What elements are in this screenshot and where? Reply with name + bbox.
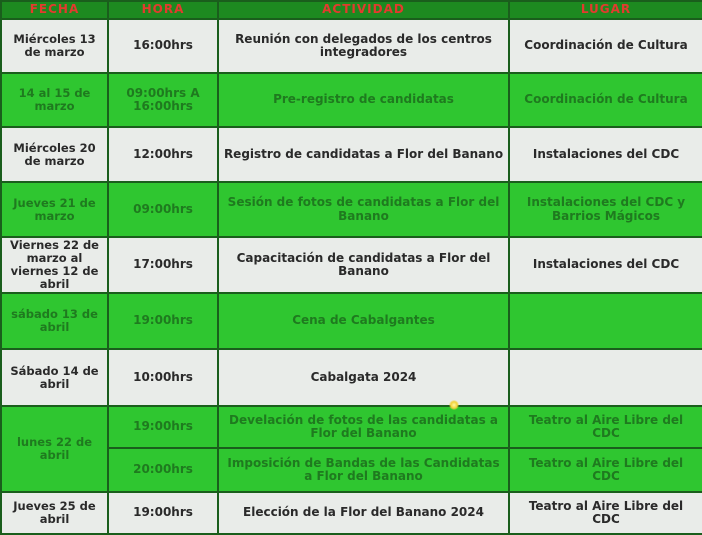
hora-cell: 19:00hrs [108, 293, 218, 349]
header-row [1, 1, 702, 19]
hora-cell: 16:00hrs [108, 19, 218, 73]
actividad-cell: Sesión de fotos de candidatas a Flor del Banano [218, 182, 509, 237]
lugar-cell: Teatro al Aire Libre del CDC [509, 448, 702, 492]
lugar-cell: Teatro al Aire Libre del CDC [509, 406, 702, 448]
fecha-cell: lunes 22 de abril [1, 406, 108, 492]
fecha-cell: sábado 13 de abril [1, 293, 108, 349]
table-row [1, 19, 702, 73]
actividad-cell: Cena de Cabalgantes [218, 293, 509, 349]
hora-cell: 10:00hrs [108, 349, 218, 406]
fecha-cell: Sábado 14 de abril [1, 349, 108, 406]
hora-cell: 20:00hrs [108, 448, 218, 492]
hora-cell: 09:00hrs [108, 182, 218, 237]
fecha-cell: 14 al 15 de marzo [1, 73, 108, 127]
table-row [1, 406, 702, 448]
actividad-cell: Cabalgata 2024 [218, 349, 509, 406]
actividad-cell: Capacitación de candidatas a Flor del Banano [218, 237, 509, 293]
lugar-cell: Instalaciones del CDC y Barrios Mágicos [509, 182, 702, 237]
header-hora: HORA [108, 1, 218, 19]
table-row [1, 349, 702, 406]
fecha-cell: Jueves 21 de marzo [1, 182, 108, 237]
lugar-cell: Instalaciones del CDC [509, 127, 702, 182]
lugar-cell: Teatro al Aire Libre del CDC [509, 492, 702, 534]
table-row [1, 293, 702, 349]
actividad-cell: Reunión con delegados de los centros integradores [218, 19, 509, 73]
table-row [1, 182, 702, 237]
lugar-cell [509, 293, 702, 349]
fecha-cell: Viernes 22 de marzo al viernes 12 de abril [1, 237, 108, 293]
hora-cell: 19:00hrs [108, 492, 218, 534]
hora-cell: 09:00hrs A 16:00hrs [108, 73, 218, 127]
lugar-cell: Coordinación de Cultura [509, 73, 702, 127]
lugar-cell [509, 349, 702, 406]
actividad-cell: Pre-registro de candidatas [218, 73, 509, 127]
table-row [1, 127, 702, 182]
hora-cell: 19:00hrs [108, 406, 218, 448]
light-glare [449, 400, 459, 410]
hora-cell: 17:00hrs [108, 237, 218, 293]
header-fecha: FECHA [1, 1, 108, 19]
table-row [1, 492, 702, 534]
fecha-cell: Miércoles 13 de marzo [1, 19, 108, 73]
header-lugar: LUGAR [509, 1, 702, 19]
table-row [1, 237, 702, 293]
table-row [1, 73, 702, 127]
hora-cell: 12:00hrs [108, 127, 218, 182]
actividad-cell: Registro de candidatas a Flor del Banano [218, 127, 509, 182]
fecha-cell: Miércoles 20 de marzo [1, 127, 108, 182]
lugar-cell: Instalaciones del CDC [509, 237, 702, 293]
header-actividad: ACTIVIDAD [218, 1, 509, 19]
actividad-cell: Imposición de Bandas de las Candidatas a Flor del Banano [218, 448, 509, 492]
actividad-cell: Elección de la Flor del Banano 2024 [218, 492, 509, 534]
fecha-cell: Jueves 25 de abril [1, 492, 108, 534]
lugar-cell: Coordinación de Cultura [509, 19, 702, 73]
actividad-cell: Develación de fotos de las candidatas a Flor del Banano [218, 406, 509, 448]
